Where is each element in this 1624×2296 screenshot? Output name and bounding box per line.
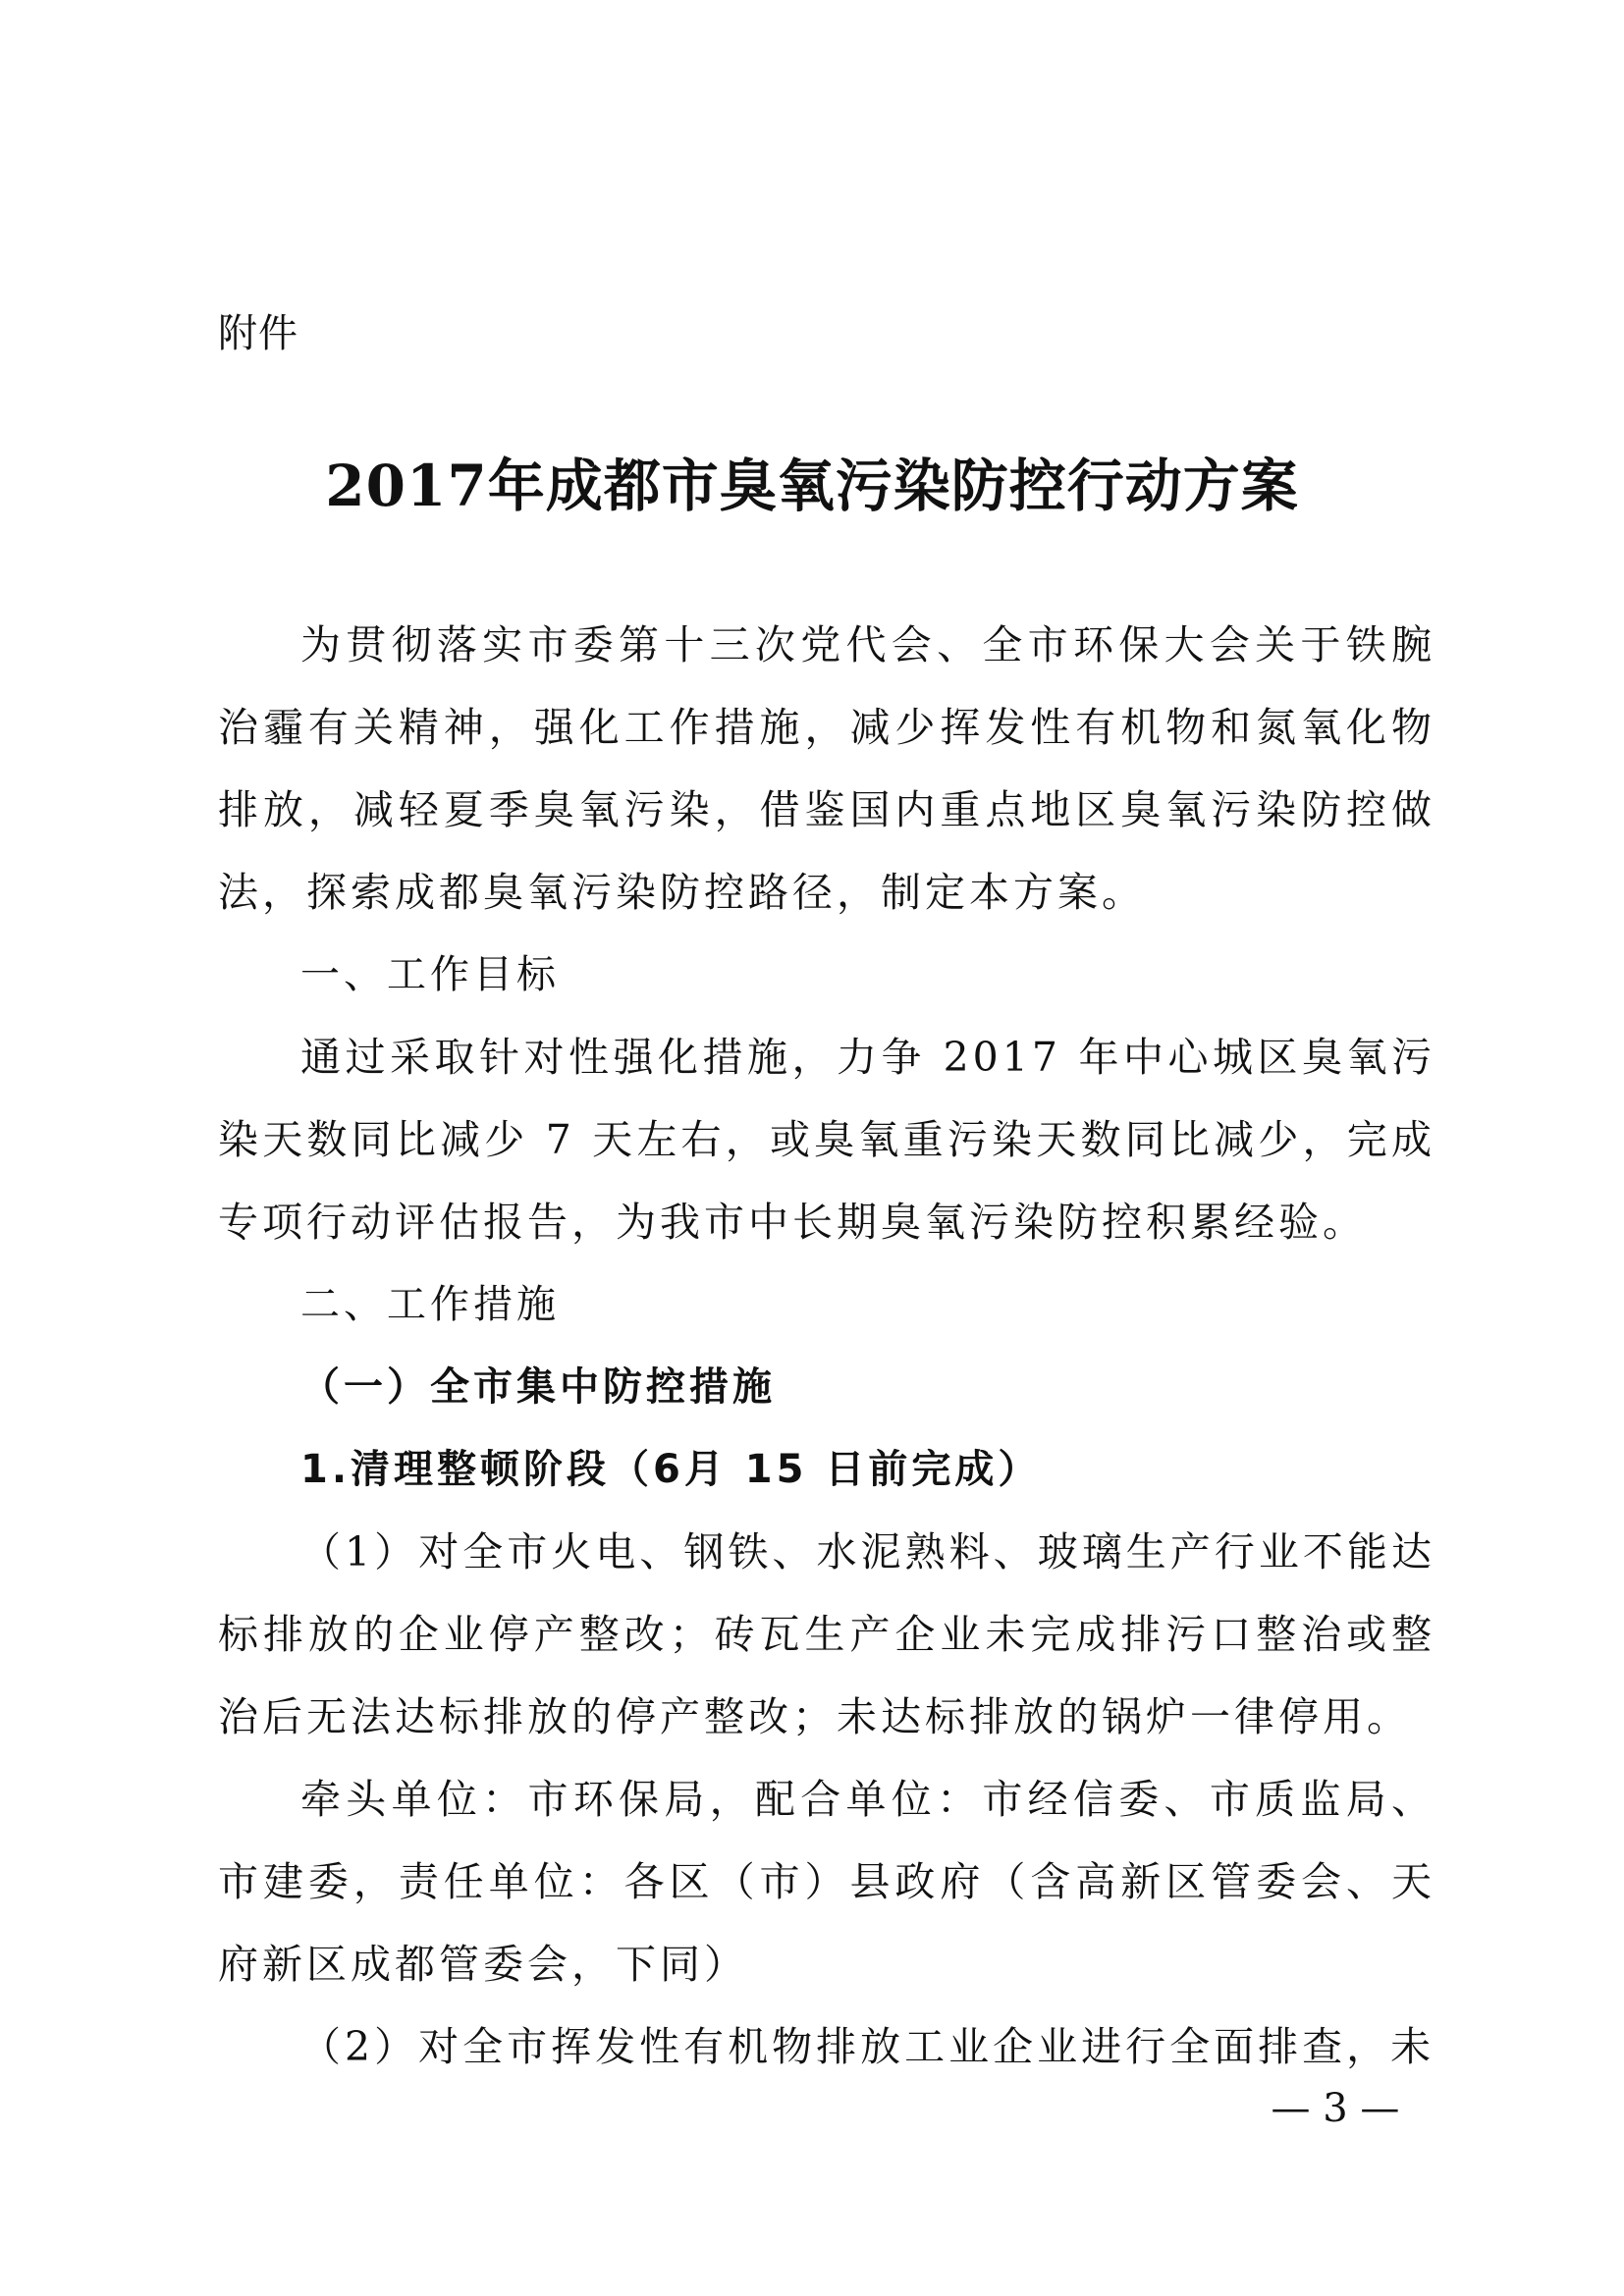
- section-heading-goals: 一、工作目标: [300, 952, 560, 997]
- section-heading-measures: 二、工作措施: [300, 1282, 560, 1327]
- subsection-heading-citywide: （一）全市集中防控措施: [300, 1364, 776, 1410]
- item-1-responsible-units: 牵头单位：市环保局，配合单位：市经信委、市质监局、市建委，责任单位：各区（市）县政府（含高新区管委会、天府新区成都管委会，下同）: [218, 1776, 1435, 1988]
- page-number: — 3 —: [1271, 2086, 1400, 2131]
- item-1-paragraph: （1）对全市火电、钢铁、水泥熟料、玻璃生产行业不能达标排放的企业停产整改；砖瓦生产企业未完成排污口整治或整治后无法达标排放的停产整改；未达标排放的锅炉一律停用。: [218, 1528, 1435, 1740]
- stage-heading-cleanup: 1.清理整顿阶段（6月 15 日前完成）: [300, 1447, 1042, 1492]
- goals-paragraph: 通过采取针对性强化措施，力争 2017 年中心城区臭氧污染天数同比减少 7 天左右，或臭氧重污染天数同比减少，完成专项行动评估报告，为我市中长期臭氧污染防控积累经验。: [218, 1034, 1435, 1246]
- item-2-paragraph: （2）对全市挥发性有机物排放工业企业进行全面排查，未: [300, 2023, 1435, 2070]
- attachment-label: 附件: [218, 311, 298, 356]
- document-body: [218, 604, 1435, 2088]
- document-title: 2017年成都市臭氧污染防控行动方案: [325, 453, 1299, 519]
- intro-paragraph: 为贯彻落实市委第十三次党代会、全市环保大会关于铁腕治霾有关精神，强化工作措施，减少挥发性有机物和氮氧化物排放，减轻夏季臭氧污染，借鉴国内重点地区臭氧污染防控做法，探索成都臭氧污染防控路径，制定本方案。: [218, 621, 1435, 916]
